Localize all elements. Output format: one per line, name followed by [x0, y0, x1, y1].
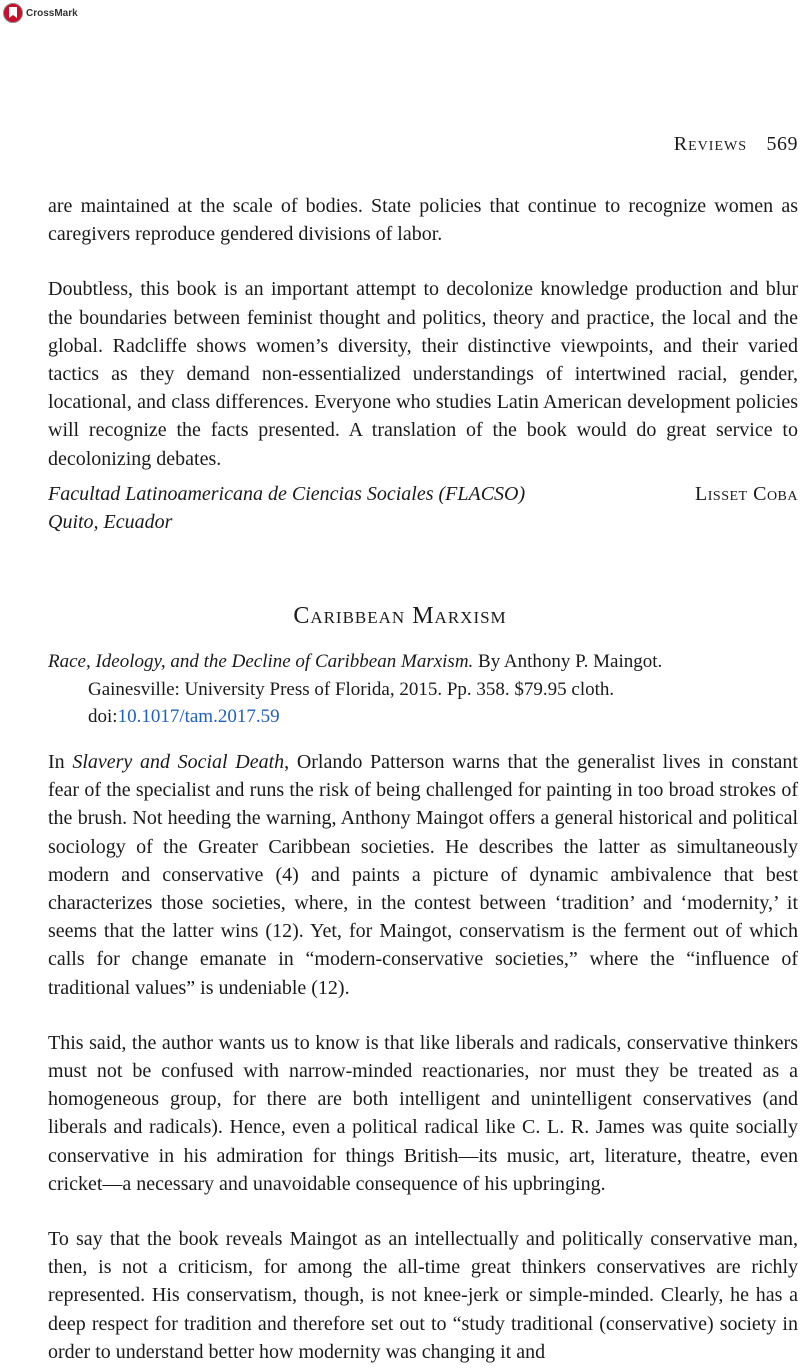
reviewer-affiliation	[48, 480, 798, 536]
book-author: By Anthony P. Maingot.	[473, 651, 663, 672]
continued-review	[48, 192, 798, 473]
paragraph: are maintained at the scale of bodies. State policies that continue to recognize women as caregivers reproduce gendered divisions of labor.	[48, 195, 798, 246]
paragraph: Doubtless, this book is an important attempt to decolonize knowledge production and blur the boundaries between feminist thought and politics, theory and practice, the local and the global. Radcliffe shows women’s diversity, their distinctive viewpoints, and their varied tactics as they demand non-essentialized understandings of intertwined racial, gender, locational, and class differences. Everyone who studies Latin American development policies will recognize the facts presented. A translation of the book would do great service to decolonizing debates.	[48, 278, 798, 470]
paragraph: This said, the author wants us to know is that like liberals and radicals, conservative thinkers must not be confused with narrow-minded reactionaries, nor must they be treated as a homogeneous group, for there are both intelligent and unintelligent conservatives (and liberals and radicals). Hence, even a political radical like C. L. R. James was quite socially conservative in his admiration for things British—its music, art, literature, theatre, even cricket—a necessary and unavoidable consequence of his upbringing.	[48, 1031, 798, 1195]
section-title: Caribbean Marxism	[293, 603, 507, 629]
citation-doi	[48, 703, 800, 731]
paragraph: To say that the book reveals Maingot as an intellectually and politically conservative man, then, is not a criticism, for among the all-time great thinkers conservatives are richly represented. His conservatism, though, is not knee-jerk or simple-minded. Clearly, he has a deep respect for tradition and therefore set out to “study traditional (conservative) society in order to understand better how modernity was changing it and	[48, 1228, 798, 1363]
citation-line-1	[48, 648, 800, 676]
cited-work-title: Slavery and Social Death	[72, 751, 285, 773]
crossmark-label: CrossMark	[26, 7, 78, 19]
page-number: 569	[766, 133, 798, 155]
paragraph-text: , Orlando Patterson warns that the generalist lives in constant fear of the specialist and runs the risk of being challenged for painting in too broad strokes of the brush. Not heeding the warning, Anthony Maingot offers a general historical and political sociology of the Greater Caribbean societies. He describes the latter as simultaneously modern and conservative (4) and paints a picture of dynamic ambivalence that best characterizes those societies, where, in the contest between ‘tradition’ and ‘modernity,’ it seems that the latter wins (12). Yet, for Maingot, conservatism is the ferment out of which calls for change emanate in “modern-conservative societies,” where the “influence of traditional values” is undeniable (12).	[48, 751, 798, 999]
doi-prefix: doi:	[88, 706, 118, 727]
running-head	[674, 133, 798, 156]
paragraph-text: In	[48, 751, 73, 773]
institution: Facultad Latinoamericana de Ciencias Sociales (FLACSO)	[48, 483, 526, 505]
book-citation	[48, 648, 800, 731]
book-title: Race, Ideology, and the Decline of Caribbean Marxism.	[48, 651, 474, 672]
running-head-title: Reviews	[673, 133, 747, 155]
doi-link[interactable]: 10.1017/tam.2017.59	[117, 706, 280, 727]
crossmark-badge[interactable]	[3, 3, 78, 23]
review-body	[48, 748, 798, 1366]
reviewer-name: Lisset Coba	[695, 483, 798, 505]
crossmark-icon	[3, 3, 23, 23]
location: Quito, Ecuador	[48, 511, 173, 533]
paragraph	[48, 748, 798, 1002]
book-publication: Gainesville: University Press of Florida, 2015. Pp. 358. $79.95 cloth.	[88, 678, 615, 700]
